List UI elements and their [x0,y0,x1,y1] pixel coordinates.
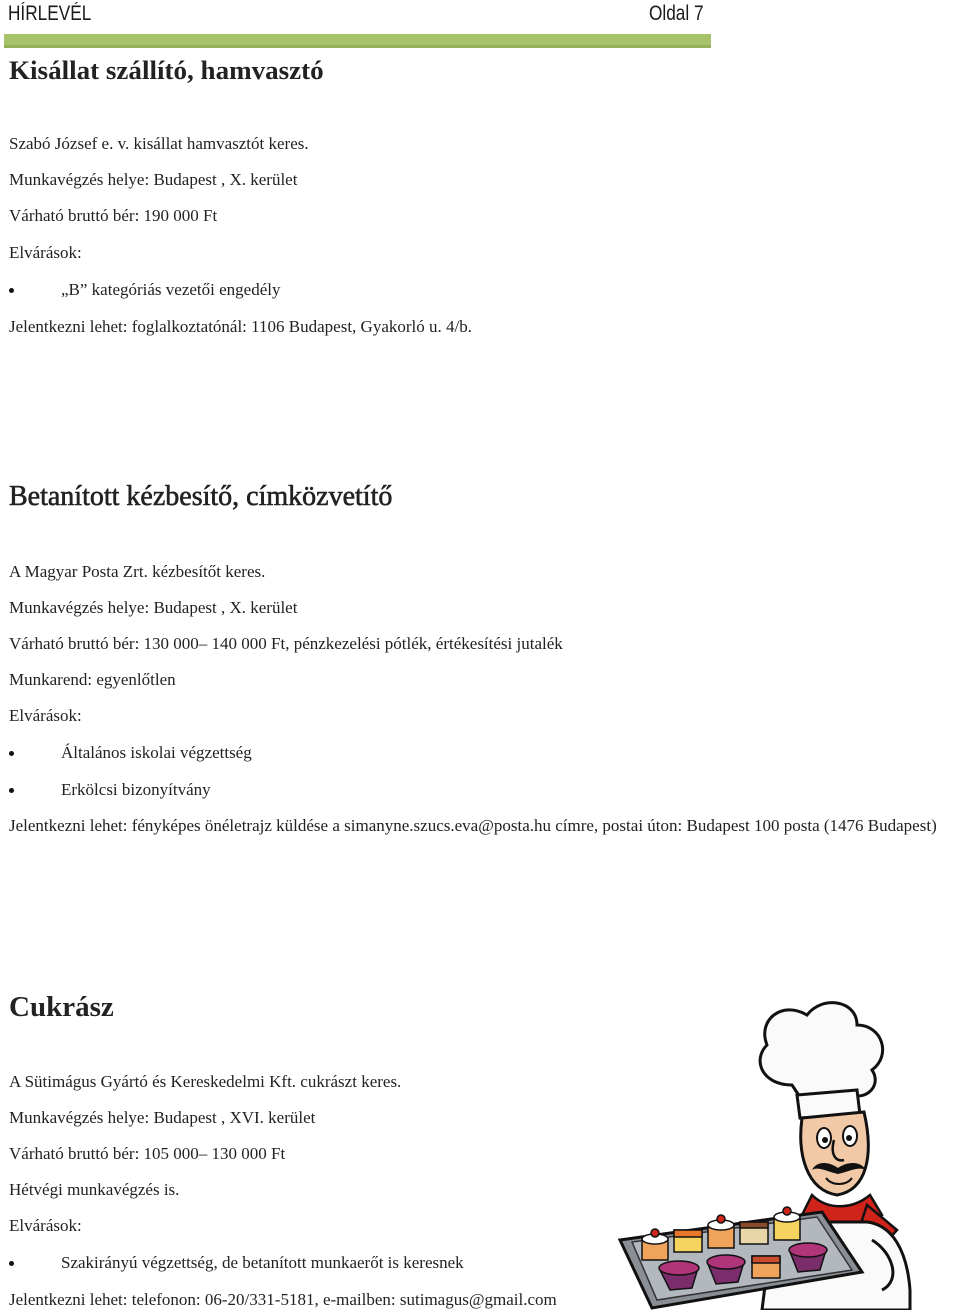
list-item [9,280,409,304]
job-listing-courier [9,481,959,513]
job-listing-pet-cremation [9,56,959,86]
page-number: Oldal 7 [649,2,704,25]
weekend-line: Hétvégi munkavégzés is. [9,1180,180,1199]
list-item [9,1253,609,1277]
employer-line: A Sütimágus Gyártó és Kereskedelmi Kft. cukrászt keres. [9,1072,402,1091]
employer-line: A Magyar Posta Zrt. kézbesítőt keres. [9,562,266,581]
requirements-label: Elvárások: [9,1216,82,1235]
apply-paragraph: Jelentkezni lehet: fényképes önéletrajz küldése a simanyne.szucs.eva@posta.hu címre, postai úton: Budapest 100 posta (1476 Budapest) [9,816,937,835]
requirements-label: Elvárások: [9,706,82,725]
list-item [9,780,409,804]
requirement-text: Általános iskolai végzettség [61,743,252,762]
bullet-icon [9,288,14,293]
job-title: Betanított kézbesítő, címközvetítő [9,481,393,512]
bullet-icon [9,751,14,756]
salary-line: Várható bruttó bér: 130 000– 140 000 Ft, pénzkezelési pótlék, értékesítési jutalék [9,634,563,653]
salary-line: Várható bruttó bér: 190 000 Ft [9,206,218,225]
job-title: Cukrász [9,991,114,1023]
chef-with-cakes-illustration [612,990,912,1310]
salary-line: Várható bruttó bér: 105 000– 130 000 Ft [9,1144,286,1163]
location-line: Munkavégzés helye: Budapest , XVI. kerület [9,1108,316,1127]
bullet-icon [9,788,14,793]
newsletter-title: HÍRLEVÉL [8,2,92,25]
schedule-line: Munkarend: egyenlőtlen [9,670,176,689]
list-item [9,743,409,767]
header-divider [4,34,711,48]
location-line: Munkavégzés helye: Budapest , X. kerület [9,170,298,189]
requirements-label: Elvárások: [9,243,82,262]
requirement-text: „B” kategóriás vezetői engedély [61,280,281,299]
employer-line: Szabó József e. v. kisállat hamvasztót keres. [9,134,309,153]
location-line: Munkavégzés helye: Budapest , X. kerület [9,598,298,617]
apply-line: Jelentkezni lehet: telefonon: 06-20/331-5181, e-mailben: sutimagus@gmail.com [9,1290,557,1309]
apply-line: Jelentkezni lehet: foglalkoztatónál: 1106 Budapest, Gyakorló u. 4/b. [9,317,472,336]
requirement-text: Erkölcsi bizonyítvány [61,780,211,799]
job-title: Kisállat szállító, hamvasztó [9,56,324,85]
bullet-icon [9,1261,14,1266]
requirement-text: Szakirányú végzettség, de betanított munkaerőt is keresnek [61,1253,464,1272]
page-header [0,0,712,36]
